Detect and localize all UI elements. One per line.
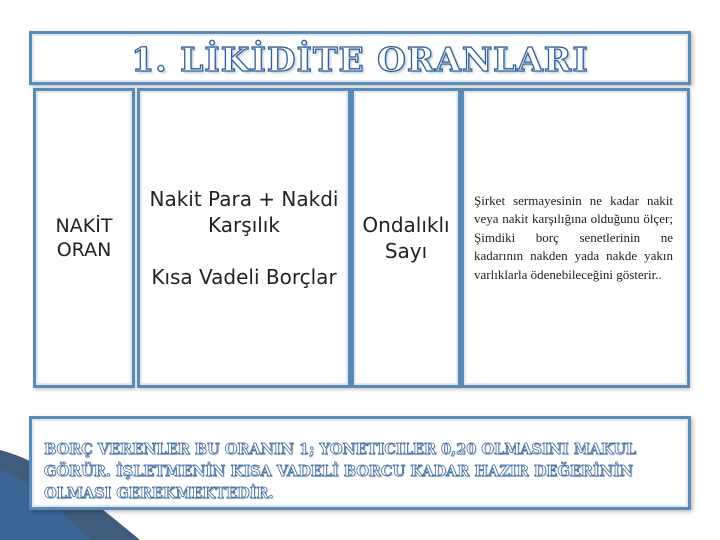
formula-numerator: Nakit Para + Nakdi Karşılık — [149, 187, 339, 237]
title-box — [29, 31, 691, 85]
formula-cell — [137, 88, 351, 388]
page-title: 1. LİKİDİTE ORANLARI — [131, 40, 589, 79]
formula-denominator: Kısa Vadeli Borçlar — [151, 265, 337, 289]
note-text: BORÇ VERENLER BU ORANIN 1; YONETICILER 0,20 OLMASINI MAKUL GÖRÜR. İŞLETMENİN KISA VADELİ BORCU KADAR HAZIR DEĞERİNİN OLMASI GEREKMEKTEDİR. — [44, 441, 637, 502]
ratio-name: NAKİT ORAN — [55, 215, 113, 261]
description-cell — [461, 88, 690, 388]
unit-label: Ondalıklı Sayı — [362, 213, 450, 263]
ratio-name-cell — [33, 88, 135, 388]
note-box — [29, 416, 691, 510]
unit-cell — [351, 88, 461, 388]
ratio-description: Şirket sermayesinin ne kadar nakit veya nakit karşılığına olduğunu ölçer; Şimdiki borç senetlerinin ne kadarının nakden yada nakde yakın varlıklarla ödenebileceğini gösterir.. — [474, 192, 673, 282]
